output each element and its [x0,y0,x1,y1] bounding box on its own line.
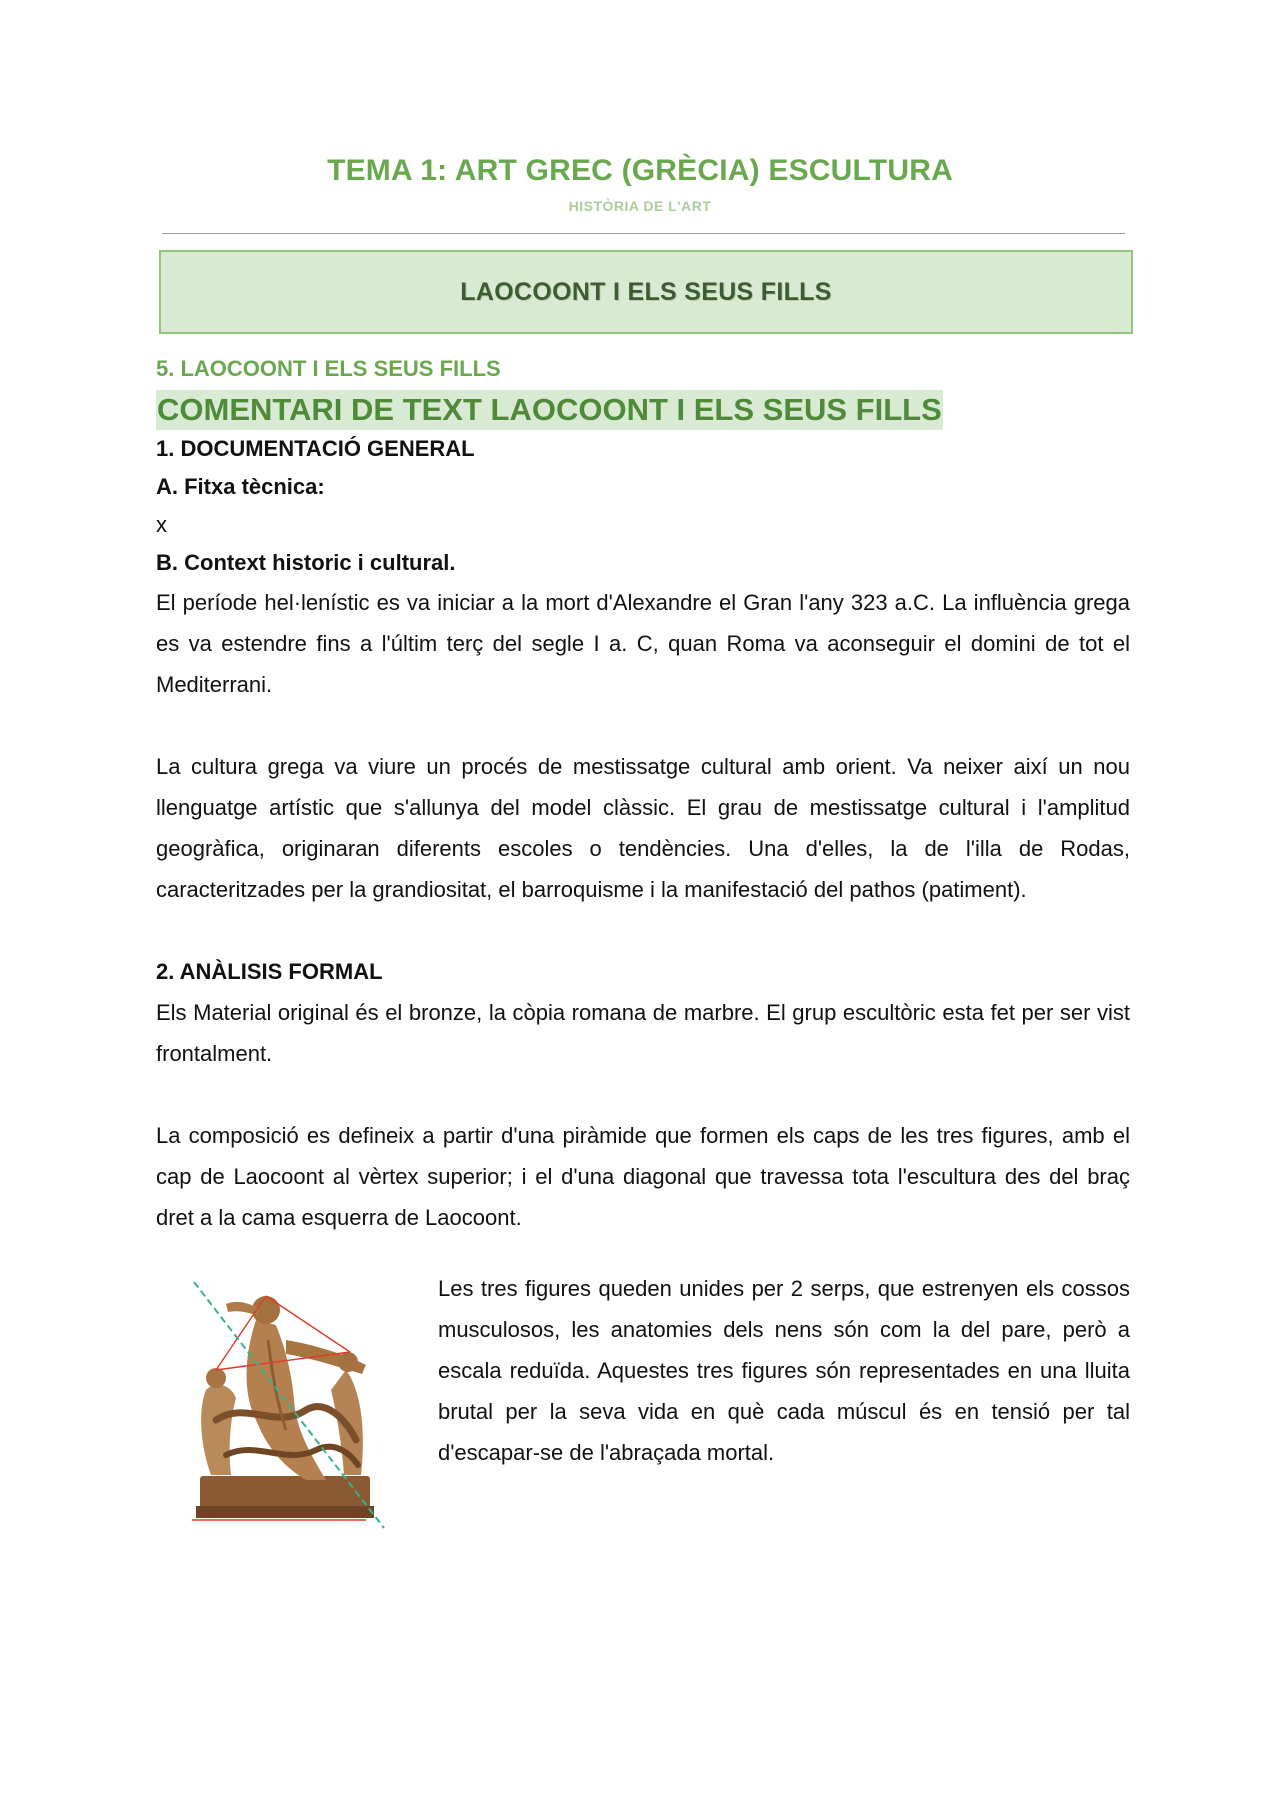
heading-fitxa-tecnica: A. Fitxa tècnica: [156,474,325,499]
analisi-paragraph-2: La composició es defineix a partir d'una piràmide que formen els caps de les tres figures, amb el cap de Laocoont al vèrtex superior; i el d'una diagonal que travessa tota l'escultura des del braç dret a la cama esquerra de Laocoont. [156,1123,1130,1230]
figure-row [156,1268,1130,1548]
heading-context: B. Context historic i cultural. [156,550,456,575]
heading-analisi-formal: 2. ANÀLISIS FORMAL [156,959,383,984]
paragraph-gap [156,910,1130,951]
analisi-paragraph-1: Els Material original és el bronze, la còpia romana de marbre. El grup escultòric esta fet per ser vist frontalment. [156,1000,1130,1066]
main-content [156,352,1130,1548]
heading-documentacio: 1. DOCUMENTACIÓ GENERAL [156,436,475,461]
topic-banner [159,250,1133,334]
banner-title: LAOCOONT I ELS SEUS FILLS [460,277,832,306]
paragraph-gap [156,705,1130,746]
context-paragraph-2: La cultura grega va viure un procés de mestissatge cultural amb orient. Va neixer així un nou llenguatge artístic que s'allunya del model clàssic. El grau de mestissatge cultural i l'amplitud geogràfica, originaran diferents escoles o tendències. Una d'elles, la de l'illa de Rodas, caracteritzades per la grandiositat, el barroquisme i la manifestació del pathos (patiment). [156,754,1130,902]
statue-plinth [196,1506,374,1518]
analisi-paragraph-3: Les tres figures queden unides per 2 serps, que estrenyen els cossos musculosos, les anatomies dels nens són com la del pare, però a escala reduïda. Aquestes tres figures són representades en una lluita brutal per la seva vida en què cada múscul és en tensió per tal d'escapar-se de l'abraçada mortal. [438,1276,1130,1465]
document-title: TEMA 1: ART GREC (GRÈCIA) ESCULTURA [327,154,953,187]
section-label: 5. LAOCOONT I ELS SEUS FILLS [156,356,501,381]
left-son-figure [201,1385,236,1475]
laocoon-statue-image [186,1280,386,1530]
right-son-head [338,1352,358,1372]
comment-title: COMENTARI DE TEXT LAOCOONT I ELS SEUS FILLS [156,390,943,430]
document-subtitle: HISTÒRIA DE L'ART [568,198,712,214]
paragraph-gap [156,1074,1130,1115]
context-paragraph-1: El període hel·lenístic es va iniciar a la mort d'Alexandre el Gran l'any 323 a.C. La influència grega es va estendre fins a l'últim terç del segle I a. C, quan Roma va aconseguir el domini de tot el Mediterrani. [156,590,1130,697]
fitxa-tecnica-value: x [156,512,167,537]
header-divider [162,233,1125,234]
comment-title-line [156,390,1130,430]
left-son-head [206,1368,226,1388]
